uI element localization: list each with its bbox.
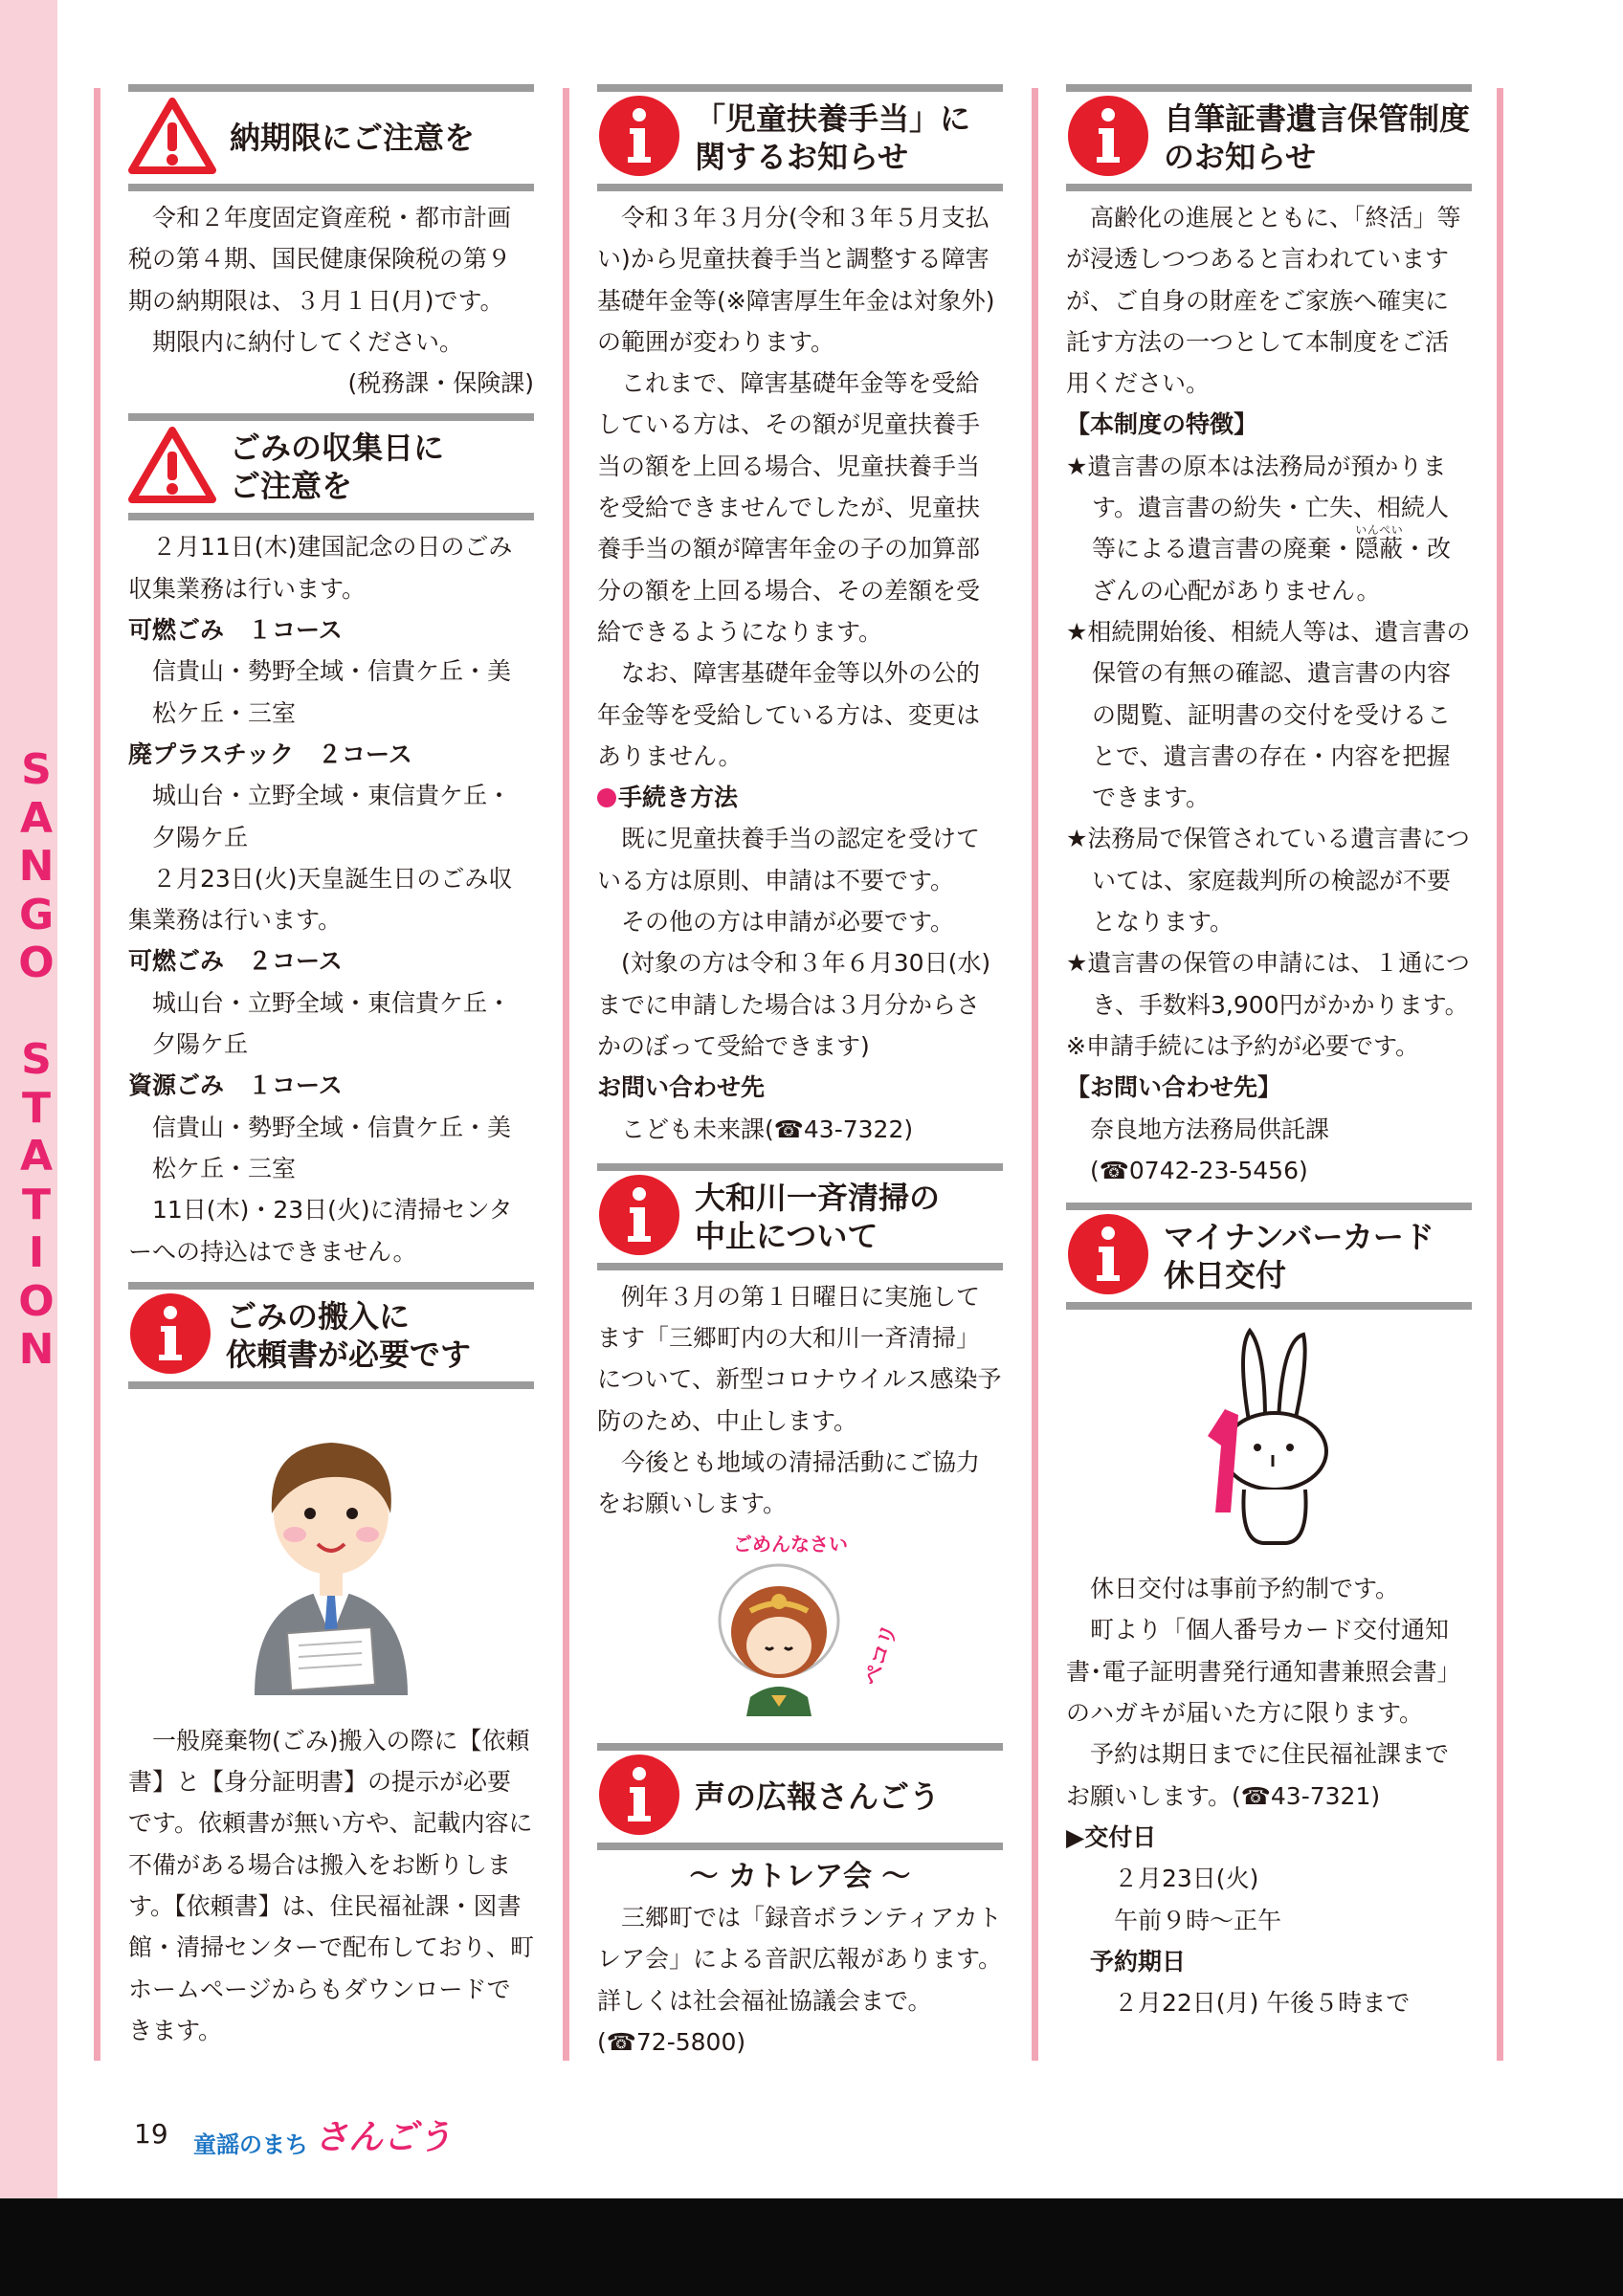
delivery-date-heading: ▶交付日: [1066, 1822, 1157, 1851]
side-letter: A: [19, 1132, 54, 1181]
delivery-time: 午前９時～正午: [1114, 1906, 1282, 1934]
paragraph: なお、障害基礎年金等以外の公的年金等を受給している方は、変更はありません。: [597, 659, 981, 770]
paragraph: (対象の方は令和３年６月30日(水)までに申請した場合は３月分からさかのぼって受給できます): [597, 949, 991, 1060]
delivery-date: ２月23日(火): [1114, 1865, 1259, 1893]
column-divider: [1497, 88, 1503, 2061]
paragraph: 11日(木)・23日(火)に清掃センターへの持込はできません。: [128, 1196, 513, 1266]
side-letter: G: [18, 890, 55, 939]
section-header-request-form: [128, 1282, 534, 1389]
section-body: [128, 191, 534, 404]
feature-item: ★遺言書の原本は法務局が預かります。遺言書の紛失・亡失、相続人等による遺言書の廃棄・隠蔽いんぺい・改ざんの心配がありません。: [1066, 452, 1452, 605]
side-letter: A: [19, 793, 54, 843]
section-body: [128, 520, 534, 1271]
info-icon: [1066, 1212, 1150, 1300]
subtitle: ～ カトレア会 ～: [689, 1859, 911, 1893]
phone-number: (☎72-5800): [597, 2027, 746, 2056]
section-title: 納期限にご注意を: [230, 120, 476, 156]
page-number: 19: [134, 2118, 168, 2150]
businessman-illustration: [128, 1389, 534, 1714]
paragraph: これまで、障害基礎年金等を受給している方は、その額が児童扶養手当の額を上回る場合、児童扶養手当を受給できませんでしたが、児童扶養手当の額が障害年金の子の加算部分の額を上回る場合、その差額を受給できるようになります。: [597, 369, 981, 646]
paragraph: 高齢化の進展とともに、「終活」等が浸透しつつあると言われていますが、ご自身の財産をご家族へ確実に託す方法の一つとして本制度をご活用ください。: [1066, 204, 1461, 398]
paragraph: 一般廃棄物(ごみ)搬入の際に【依頼書】と【身分証明書】の提示が必要です。依頼書が無い方や、記載内容に不備がある場合は搬入をお断りします。【依頼書】は、住民福祉課・図書館・清掃センターで配布しており、町ホームページからもダウンロードできます。: [128, 1726, 535, 2044]
paragraph: 三郷町では「録音ボランティアカトレア会」による音訳広報があります。詳しくは社会福祉協議会まで。: [597, 1903, 1003, 2015]
paragraph: 令和３年３月分(令和３年５月支払い)から児童扶養手当と調整する障害基礎年金等(※障害厚生年金は対象外)の範囲が変わります。: [597, 204, 995, 356]
paragraph: その他の方は申請が必要です。: [621, 908, 955, 937]
course-areas: 城山台・立野全域・東信貴ケ丘・夕陽ケ丘: [152, 782, 512, 851]
bottom-black-bar: [0, 2198, 1623, 2296]
column-3: [1066, 84, 1472, 2023]
contact-info: 奈良地方法務局供託課: [1090, 1115, 1330, 1143]
paragraph: ２月11日(木)建国記念の日のごみ収集業務は行います。: [128, 533, 513, 603]
bullet-dot-icon: [597, 788, 616, 807]
reservation-deadline: ２月22日(月) 午後５時まで: [1114, 1989, 1411, 2018]
column-1: [128, 84, 534, 2051]
feature-item: ★遺言書の保管の申請には、１通につき、手数料3,900円がかかります。: [1066, 949, 1470, 1019]
logo-small-text: 童謡のまち: [193, 2131, 308, 2158]
side-letter: T: [21, 1180, 51, 1229]
reservation-deadline-heading: 予約期日: [1090, 1947, 1187, 1976]
paragraph: 休日交付は事前予約制です。: [1090, 1575, 1400, 1603]
section-title: 自筆証書遺言保管制度 のお知らせ: [1164, 100, 1471, 175]
section-body: [597, 1850, 1003, 2063]
section-header-will-storage: [1066, 84, 1472, 191]
feature-item: ★法務局で保管されている遺言書については、家庭裁判所の検認が不要となります。: [1066, 825, 1470, 937]
section-title: 大和川一斉清掃の 中止について: [695, 1179, 941, 1254]
contact-phone: (☎0742-23-5456): [1090, 1156, 1308, 1184]
contact-info: こども未来課(☎43-7322): [621, 1115, 914, 1143]
note: ※申請手続には予約が必要です。: [1066, 1031, 1419, 1060]
warning-icon: [128, 425, 216, 509]
bow-caption: ペコリ: [858, 1621, 903, 1689]
info-icon: [597, 1173, 681, 1261]
course-areas: 信貴山・勢野全域・信貴ケ丘・美松ケ丘・三室: [152, 1113, 512, 1182]
paragraph: 予約は期日までに住民福祉課までお願いします。(☎43-7321): [1066, 1740, 1450, 1810]
department-note: (税務課・保険課): [347, 369, 534, 398]
section-body: [128, 1714, 534, 2051]
side-letter: T: [21, 1083, 51, 1133]
course-heading: 可燃ごみ ２コース: [128, 947, 343, 976]
section-header-mynumber-card: [1066, 1203, 1472, 1310]
section-title: ごみの収集日に ご注意を: [230, 430, 445, 505]
section-header-payment-deadline: [128, 84, 534, 191]
sango-station-vertical-title: [17, 746, 56, 1375]
features-heading: 【本制度の特徴】: [1066, 410, 1258, 439]
logo-big-text: さんごう: [314, 2118, 453, 2157]
paragraph: ２月23日(火)天皇誕生日のごみ収集業務は行います。: [128, 864, 513, 935]
section-header-river-cleanup: [597, 1163, 1003, 1270]
course-areas: 城山台・立野全域・東信貴ケ丘・夕陽ケ丘: [152, 988, 512, 1059]
apology-caption: ごめんなさい: [733, 1532, 848, 1556]
info-icon: [597, 1753, 681, 1841]
info-icon: [1066, 94, 1150, 182]
paragraph: 期限内に納付してください。: [152, 327, 464, 356]
paragraph: 今後とも地域の清掃活動にご協力をお願いします。: [597, 1448, 981, 1518]
section-header-garbage-collection: [128, 413, 534, 520]
side-letter: N: [18, 842, 55, 891]
section-body: [597, 191, 1003, 1150]
side-letter: I: [28, 1228, 45, 1277]
paragraph: 例年３月の第１日曜日に実施してます「三郷町内の大和川一斉清掃」について、新型コロナウイルス感染予防のため、中止します。: [597, 1282, 1002, 1435]
course-heading: 可燃ごみ １コース: [128, 616, 343, 645]
side-letter: S: [21, 1035, 52, 1084]
section-header-voice-newsletter: [597, 1743, 1003, 1850]
feature-item: ★相続開始後、相続人等は、遺言書の保管の有無の確認、遺言書の内容の閲覧、証明書の交付を受けることで、遺言書の存在・内容を把握できます。: [1066, 617, 1471, 812]
course-areas: 信貴山・勢野全域・信貴ケ丘・美松ケ丘・三室: [152, 657, 512, 727]
column-divider: [1032, 88, 1038, 2061]
course-heading: 廃プラスチック ２コース: [128, 740, 412, 768]
section-body: [597, 1270, 1003, 1525]
info-icon: [597, 94, 681, 182]
section-header-child-allowance: [597, 84, 1003, 191]
apology-illustration: [597, 1525, 1003, 1730]
contact-heading: お問い合わせ先: [597, 1073, 766, 1102]
section-body: [1066, 1562, 1472, 2023]
course-heading: 資源ごみ １コース: [128, 1071, 343, 1100]
section-body: [1066, 191, 1472, 1191]
procedure-heading: 手続き方法: [597, 777, 1003, 818]
paragraph: 町より「個人番号カード交付通知書･電子証明書発行通知書兼照会書」のハガキが届いた方に限ります。: [1066, 1616, 1461, 1728]
section-title: 「児童扶養手当」に 関するお知らせ: [695, 100, 971, 175]
side-letter: S: [21, 745, 52, 794]
column-2: [597, 84, 1003, 2063]
contact-heading: 【お問い合わせ先】: [1066, 1073, 1282, 1102]
column-divider: [563, 88, 569, 2061]
section-title: 声の広報さんごう: [695, 1777, 941, 1815]
column-divider: [94, 88, 100, 2061]
info-icon: [128, 1292, 212, 1380]
town-logo: [193, 2110, 452, 2159]
paragraph: 令和２年度固定資産税・都市計画税の第４期、国民健康保険税の第９期の納期限は、３月１日(月)です。: [128, 204, 512, 315]
paragraph: 既に児童扶養手当の認定を受けている方は原則、申請は不要です。: [597, 825, 981, 894]
mynumber-rabbit-illustration: [1066, 1310, 1472, 1562]
warning-icon: [128, 96, 216, 180]
section-title: マイナンバーカード 休日交付: [1164, 1219, 1434, 1294]
section-title: ごみの搬入に 依頼書が必要です: [226, 1297, 472, 1373]
side-letter: N: [18, 1325, 55, 1374]
side-letter: O: [18, 1276, 55, 1326]
side-letter: O: [18, 938, 55, 987]
